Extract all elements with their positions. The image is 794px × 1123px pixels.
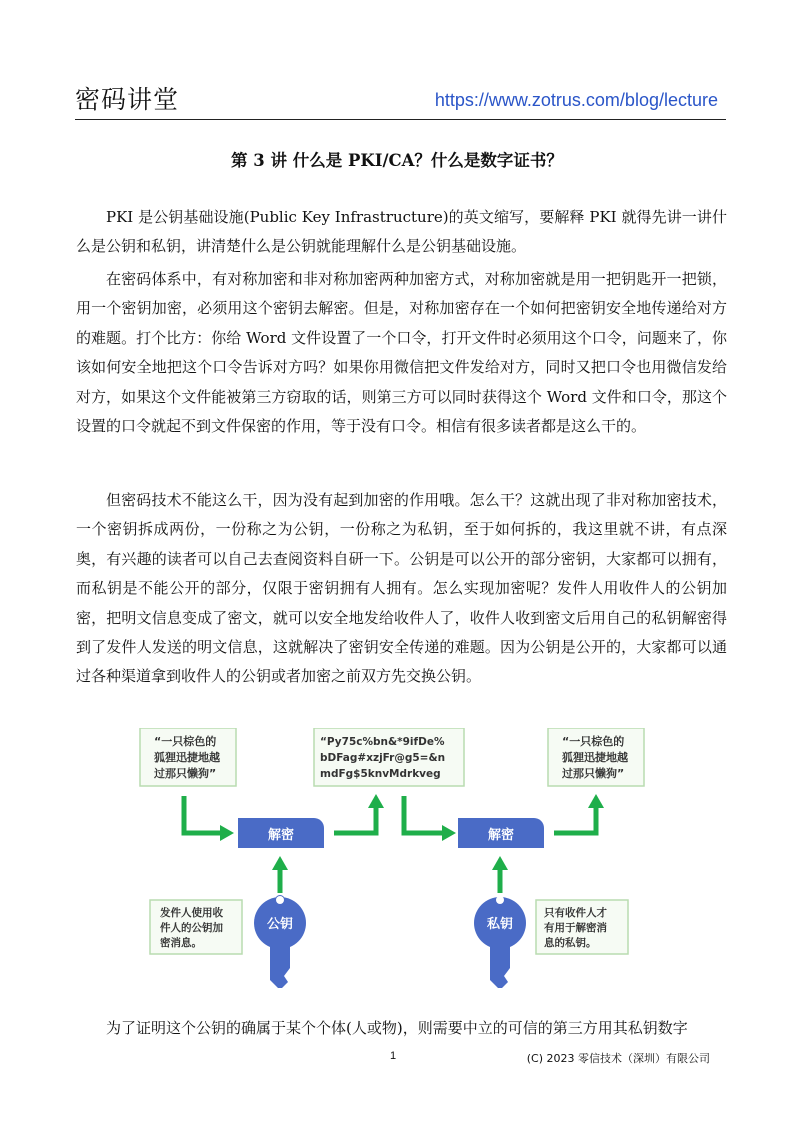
plaintext-out-line-2: 狐狸迅捷地越 xyxy=(562,751,628,764)
plaintext-out-line-1: “一只棕色的 xyxy=(562,735,625,748)
arrow-right-icon xyxy=(220,825,234,841)
decrypt-op-right xyxy=(458,818,544,848)
arrow-up-icon xyxy=(588,794,604,808)
plaintext-out-line-3: 过那只懒狗” xyxy=(562,767,625,780)
plaintext-output-box xyxy=(548,728,644,786)
decrypt-op-left xyxy=(238,818,324,848)
private-key-icon xyxy=(474,896,526,988)
note-left-line-1: 发件人使用收 xyxy=(160,907,223,919)
encryption-diagram xyxy=(134,728,664,988)
note-right-line-2: 有用于解密消 xyxy=(544,922,607,934)
note-left-line-3: 密消息。 xyxy=(160,937,202,949)
paragraph-4: 为了证明这个公钥的确属于某个个体(人或物)，则需要中立的可信的第三方用其私钥数字 xyxy=(106,1019,688,1037)
ciphertext-line-2: bDFag#xzjFr@g5=&n xyxy=(320,752,446,764)
note-right-line-3: 息的私钥。 xyxy=(544,937,597,949)
op-left-label: 解密 xyxy=(267,828,295,843)
private-key-label: 私钥 xyxy=(486,917,514,932)
note-right-line-1: 只有收件人才 xyxy=(544,907,607,919)
paragraph-2: 在密码体系中，有对称加密和非对称加密两种加密方式，对称加密就是用一把钥匙开一把锁，用一个密钥加密，必须用这个密钥去解密。但是，对称加密存在一个如何把密钥安全地传递给对方的难题。打个比方：你给 Word 文件设置了一个口令，打开文件时必须用这个口令，问题来了，你该如何安全地把这个口令告诉对方吗？如果你用微信把文件发给对方，同时又把口令也用微信发给对方，如果这个文件能被第三方窃取的话，则第三方可以同时获得这个 Word 文件和口令，那这个设置的口令就起不到文件保密的作用，等于没有口令。相信有很多读者都是这么干的。 xyxy=(76,270,727,436)
arrow-up-icon xyxy=(492,856,508,870)
ciphertext-line-1: “Py75c%bn&*9ifDe% xyxy=(320,736,445,748)
note-left-box xyxy=(150,900,242,954)
paragraph-3: 但密码技术不能这么干，因为没有起到加密的作用哦。怎么干？这就出现了非对称加密技术，一个密钥拆成两份，一份称之为公钥，一份称之为私钥，至于如何拆的，我这里就不讲，有点深奥，有兴趣的读者可以自己去查阅资料自研一下。公钥是可以公开的部分密钥，大家都可以拥有，而私钥是不能公开的部分，仅限于密钥拥有人拥有。怎么实现加密呢？发件人用收件人的公钥加密，把明文信息变成了密文，就可以安全地发给收件人了，收件人收到密文后用自己的私钥解密得到了发件人发送的明文信息，这就解决了密钥安全传递的难题。因为公钥是公开的，大家都可以通过各种渠道拿到收件人的公钥或者加密之前双方先交换公钥。 xyxy=(76,491,727,686)
note-left-line-2: 件人的公钥加 xyxy=(160,922,223,934)
ciphertext-box xyxy=(314,728,464,786)
header-divider xyxy=(75,119,726,120)
plaintext-in-line-2: 狐狸迅捷地越 xyxy=(154,751,220,764)
arrow-up-icon xyxy=(272,856,288,870)
arrow-right-icon xyxy=(442,825,456,841)
lecture-title: 第 3 讲 什么是 PKI/CA？什么是数字证书？ xyxy=(231,151,563,170)
op-right-label: 解密 xyxy=(487,828,515,843)
plaintext-input-box xyxy=(140,728,236,786)
public-key-label: 公钥 xyxy=(266,917,294,932)
footer-copyright: (C) 2023 零信技术（深圳）有限公司 xyxy=(526,1052,710,1065)
paragraph-1: PKI 是公钥基础设施(Public Key Infrastructure)的英文缩写，要解释 PKI 就得先讲一讲什么是公钥和私钥，讲清楚什么是公钥就能理解什么是公钥基础设施。 xyxy=(76,208,727,256)
lecture-url-link[interactable]: https://www.zotrus.com/blog/lecture xyxy=(434,90,718,110)
brand-title: 密码讲堂 xyxy=(75,85,180,114)
arrow-up-icon xyxy=(368,794,384,808)
page-number: 1 xyxy=(390,1050,397,1062)
ciphertext-line-3: mdFg$5knvMdrkveg xyxy=(320,768,441,780)
plaintext-in-line-1: “一只棕色的 xyxy=(154,735,217,748)
public-key-icon xyxy=(254,895,306,988)
plaintext-in-line-3: 过那只懒狗” xyxy=(154,767,217,780)
note-right-box xyxy=(536,900,628,954)
